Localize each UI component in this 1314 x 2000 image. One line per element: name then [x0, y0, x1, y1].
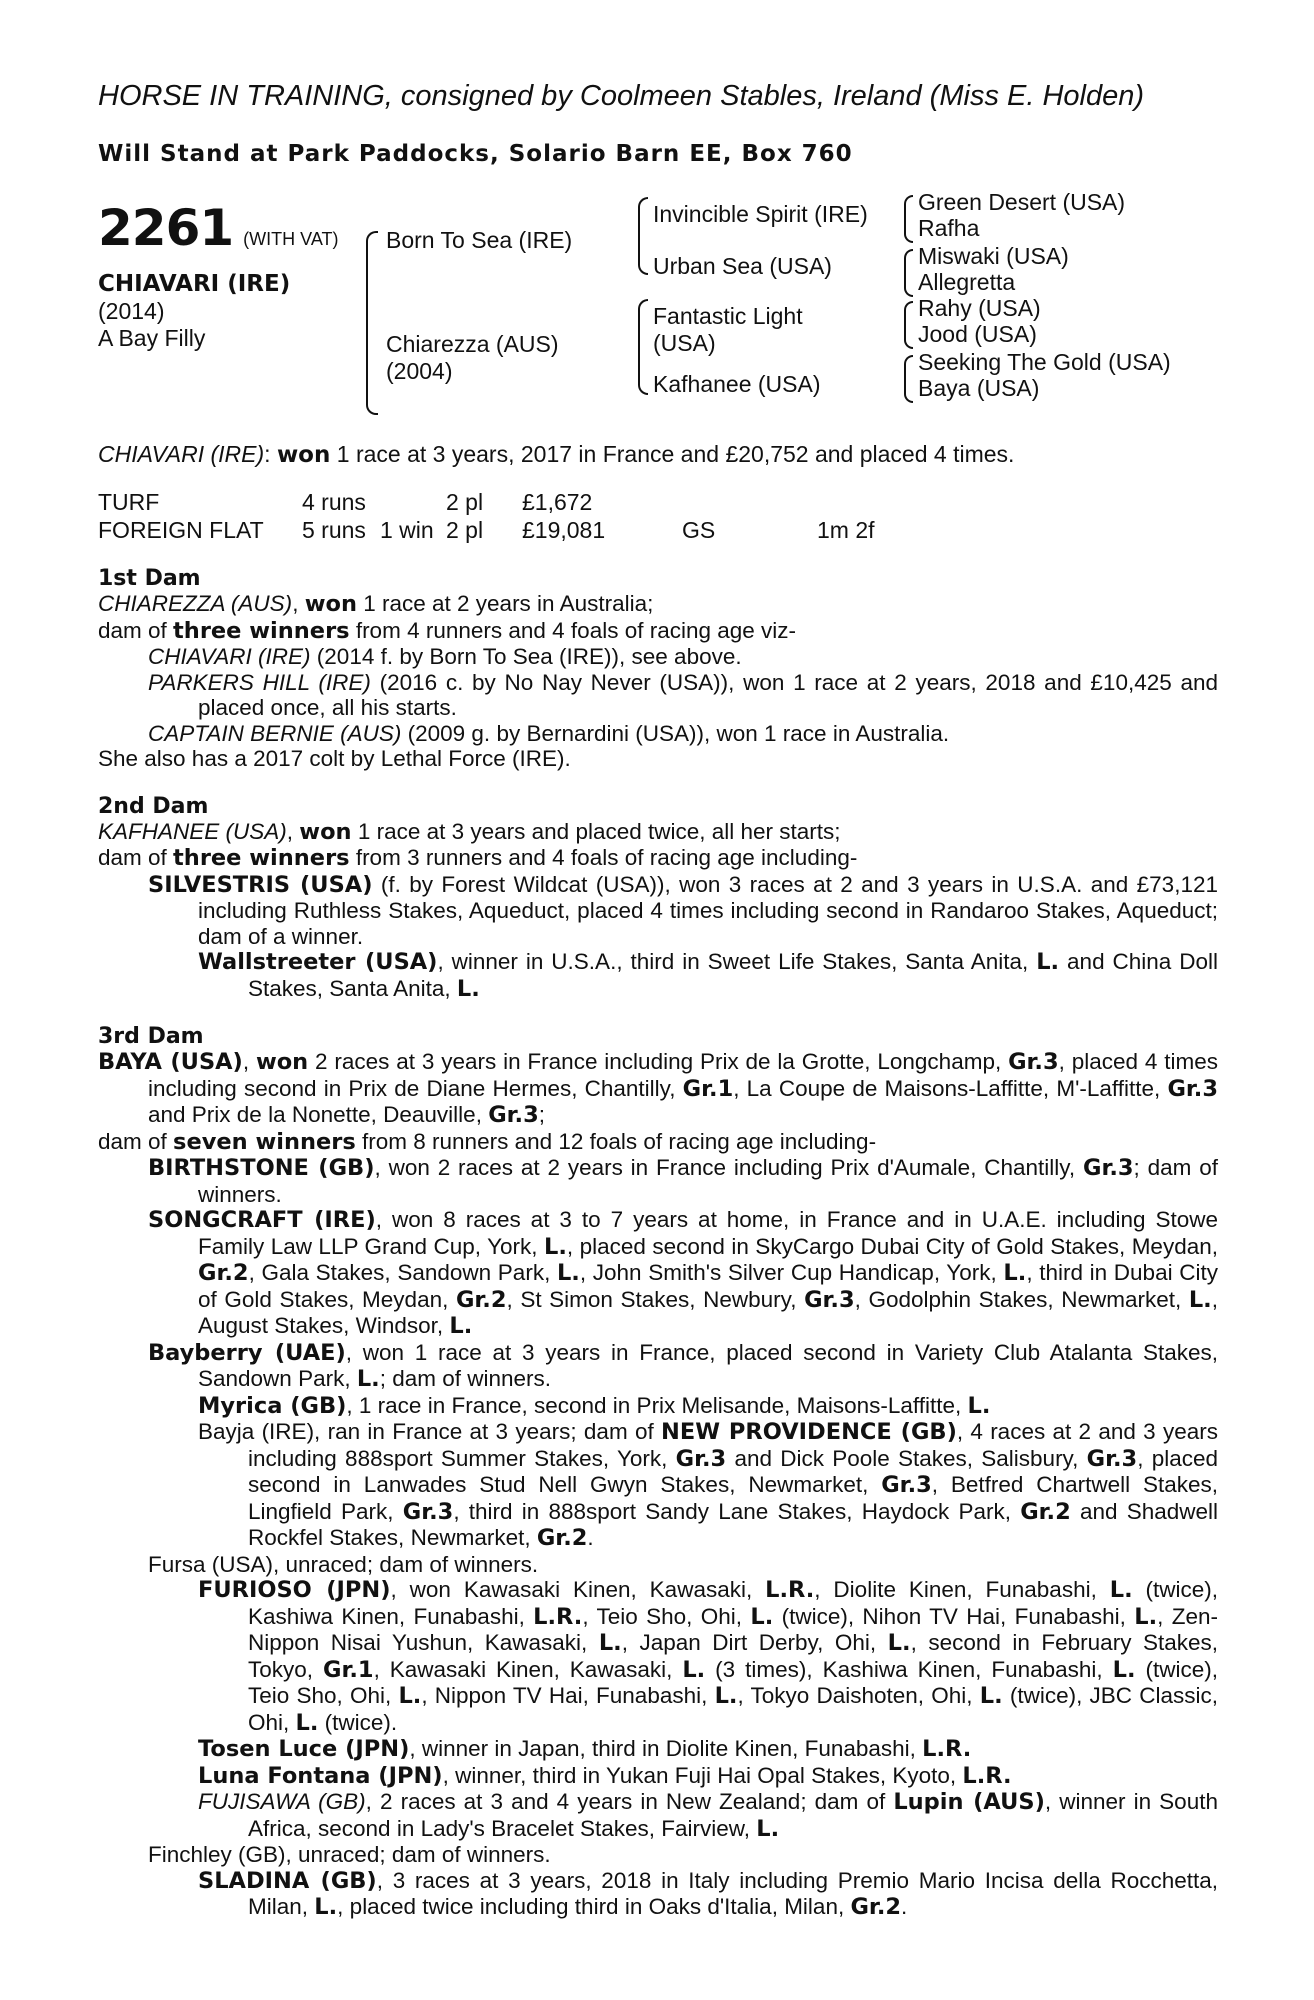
brace-sd	[904, 249, 913, 297]
brace-ds	[904, 301, 913, 349]
second-dam-produce-line: dam of three winners from 3 runners and 4 foals of racing age including-	[98, 845, 858, 871]
produce-fujisawa: FUJISAWA (GB), 2 races at 3 and 4 years in New Zealand; dam of Lupin (AUS), winner in South Africa, second in Lady's Bracelet Stakes, Fairview, L.	[198, 1789, 1218, 1842]
produce-fursa: Fursa (USA), unraced; dam of winners.	[148, 1551, 539, 1577]
stand-location: Will Stand at Park Paddocks, Solario Barn EE, Box 760	[98, 141, 853, 167]
produce-silvestris: SILVESTRIS (USA) (f. by Forest Wildcat (USA)), won 3 races at 2 and 3 years in U.S.A. and £73,121 including Ruthless Stakes, Aqueduct, placed 4 times including second in Randaroo Stakes, Aqueduct; dam of a winner.	[148, 871, 1218, 949]
third-dam-title: 3rd Dam	[98, 1024, 204, 1049]
page-header: HORSE IN TRAINING, consigned by Coolmeen Stables, Ireland (Miss E. Holden)	[98, 80, 1145, 112]
sire-dam: Urban Sea (USA)	[653, 253, 832, 279]
first-dam-section	[98, 591, 1218, 772]
second-dam-line: KAFHANEE (USA), won 1 race at 3 years and placed twice, all her starts;	[98, 818, 841, 845]
produce-songcraft: SONGCRAFT (IRE), won 8 races at 3 to 7 years at home, in France and in U.A.E. including Stowe Family Law LLP Grand Cup, York, L., placed second in SkyCargo Dubai City of Gold Stakes, Meydan, Gr.2, Gala Stakes, Sandown Park, L., John Smith's Silver Cup Handicap, York, L., third in Dubai City of Gold Stakes, Meydan, Gr.2, St Simon Stakes, Newbury, Gr.3, Godolphin Stakes, Newmarket, L., August Stakes, Windsor, L.	[148, 1207, 1218, 1339]
horse-name: CHIAVARI (IRE)	[98, 271, 291, 297]
horse-year: (2014)	[98, 298, 165, 324]
second-dam-section	[98, 819, 1218, 1003]
dam-name: Chiarezza (AUS)	[386, 331, 559, 357]
first-dam-note: She also has a 2017 colt by Lethal Force (IRE).	[98, 746, 571, 771]
dam-dam: Kafhanee (USA)	[653, 371, 821, 397]
third-dam-section	[98, 1049, 1218, 1921]
produce-sladina: SLADINA (GB), 3 races at 3 years, 2018 in Italy including Premio Mario Incisa della Rocchetta, Milan, L., placed twice including third in Oaks d'Italia, Milan, Gr.2.	[198, 1867, 1219, 1920]
produce-captain-bernie: CAPTAIN BERNIE (AUS) (2009 g. by Bernardini (USA)), won 1 race in Australia.	[148, 720, 950, 746]
third-dam-line: BAYA (USA), won 2 races at 3 years in France including Prix de la Grotte, Longchamp, Gr.3, placed 4 times including second in Prix de Diane Hermes, Chantilly, Gr.1, La Coupe de Maisons-Laffitte, M'-Laffitte, Gr.3 and Prix de la Nonette, Deauville, Gr.3;	[98, 1049, 1218, 1128]
lot-vat: (WITH VAT)	[243, 229, 339, 249]
brace-sire-line	[638, 197, 648, 275]
pedigree-block	[98, 191, 1218, 431]
first-dam-title: 1st Dam	[98, 566, 201, 591]
produce-wallstreeter: Wallstreeter (USA), winner in U.S.A., third in Sweet Life Stakes, Santa Anita, L. and China Doll Stakes, Santa Anita, L.	[198, 949, 1218, 1002]
first-dam-produce-line: dam of three winners from 4 runners and 4 foals of racing age viz-	[98, 617, 797, 644]
third-dam-produce-line: dam of seven winners from 8 runners and 12 foals of racing age including-	[98, 1128, 877, 1155]
brace-gen1	[366, 231, 378, 415]
ss-sire: Green Desert (USA)	[918, 189, 1126, 215]
produce-furioso: FURIOSO (JPN), won Kawasaki Kinen, Kawasaki, L.R., Diolite Kinen, Funabashi, L. (twice), Kashiwa Kinen, Funabashi, L.R., Teio Sho, Ohi, L. (twice), Nihon TV Hai, Funabashi, L., Zen-Nippon Nisai Yushun, Kawasaki, L., Japan Dirt Derby, Ohi, L., second in February Stakes, Tokyo, Gr.1, Kawasaki Kinen, Kawasaki, L. (3 times), Kashiwa Kinen, Funabashi, L. (twice), Teio Sho, Ohi, L., Nippon TV Hai, Funabashi, L., Tokyo Daishoten, Ohi, L. (twice), JBC Classic, Ohi, L. (twice).	[198, 1577, 1219, 1736]
produce-myrica: Myrica (GB), 1 race in France, second in Prix Melisande, Maisons-Laffitte, L.	[198, 1392, 991, 1419]
produce-luna-fontana: Luna Fontana (JPN), winner, third in Yukan Fuji Hai Opal Stakes, Kyoto, L.R.	[198, 1762, 1012, 1789]
horse-desc: A Bay Filly	[98, 325, 206, 351]
produce-bayberry: Bayberry (UAE), won 1 race at 3 years in France, placed second in Variety Club Atalanta Stakes, Sandown Park, L.; dam of winners.	[148, 1339, 1218, 1392]
dam-year: (2004)	[386, 358, 453, 384]
stats-row-foreign-flat: FOREIGN FLAT 5 runs 1 win 2 pl £19,081 GS 1m 2f	[98, 517, 875, 543]
lot-number: 2261	[98, 199, 234, 257]
dam-sire-line2: (USA)	[653, 330, 716, 356]
brace-dam-line	[638, 299, 648, 395]
produce-finchley: Finchley (GB), unraced; dam of winners.	[148, 1842, 551, 1867]
produce-tosen-luce: Tosen Luce (JPN), winner in Japan, third in Diolite Kinen, Funabashi, L.R.	[198, 1736, 972, 1762]
stats-row-turf: TURF 4 runs 2 pl £1,672	[98, 489, 593, 515]
produce-birthstone: BIRTHSTONE (GB), won 2 races at 2 years in France including Prix d'Aumale, Chantilly, Gr.3; dam of winners.	[148, 1155, 1218, 1207]
race-summary: CHIAVARI (IRE): won 1 race at 3 years, 2017 in France and £20,752 and placed 4 times.	[98, 441, 1015, 468]
ds-dam: Jood (USA)	[918, 321, 1037, 347]
dam-sire-line1: Fantastic Light	[653, 303, 803, 329]
ds-sire: Rahy (USA)	[918, 295, 1041, 321]
brace-ss	[904, 195, 913, 243]
dd-sire: Seeking The Gold (USA)	[918, 349, 1171, 375]
ss-dam: Rafha	[918, 215, 980, 241]
dd-dam: Baya (USA)	[918, 375, 1040, 401]
race-stats	[98, 488, 1218, 544]
catalogue-page	[98, 80, 1218, 1921]
produce-bayja: Bayja (IRE), ran in France at 3 years; dam of NEW PROVIDENCE (GB), 4 races at 2 and 3 years including 888sport Summer Stakes, York, Gr.3 and Dick Poole Stakes, Salisbury, Gr.3, placed second in Lanwades Stud Nell Gwyn Stakes, Newmarket, Gr.3, Betfred Chartwell Stakes, Lingfield Park, Gr.3, third in 888sport Sandy Lane Stakes, Haydock Park, Gr.2 and Shadwell Rockfel Stakes, Newmarket, Gr.2.	[198, 1419, 1219, 1551]
second-dam-title: 2nd Dam	[98, 793, 209, 819]
sire-name: Born To Sea (IRE)	[386, 227, 573, 253]
lot-info	[98, 199, 339, 352]
first-dam-line: CHIAREZZA (AUS), won 1 race at 2 years in Australia;	[98, 591, 654, 617]
sire-sire: Invincible Spirit (IRE)	[653, 201, 868, 227]
brace-dd	[904, 355, 913, 403]
produce-parkers-hill: PARKERS HILL (IRE) (2016 c. by No Nay Never (USA)), won 1 race at 2 years, 2018 and £10,425 and placed once, all his starts.	[148, 669, 1218, 720]
produce-chiavari: CHIAVARI (IRE) (2014 f. by Born To Sea (IRE)), see above.	[148, 644, 742, 669]
sd-dam: Allegretta	[918, 269, 1016, 295]
sd-sire: Miswaki (USA)	[918, 243, 1069, 269]
